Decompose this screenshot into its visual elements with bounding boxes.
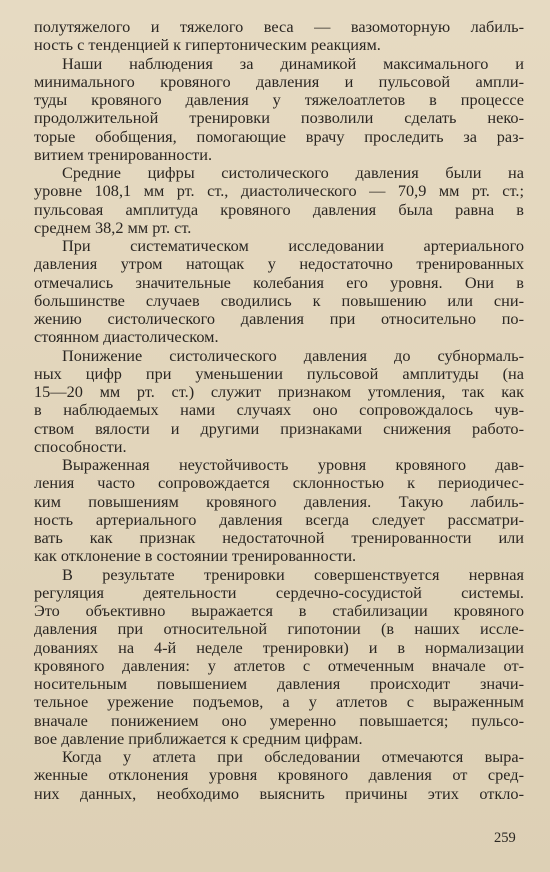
- text-line: тельное урежение подъемов, а у атлетов с выраженным: [34, 692, 524, 712]
- text-line: носительным повышением давления происходит значи‑: [34, 674, 524, 693]
- paragraph-3: [34, 164, 524, 237]
- text-line: ность артериального давления всегда следует рассматри‑: [34, 509, 524, 529]
- text-line: стоянном диастолическом.: [34, 327, 219, 347]
- text-line: отмечались значительные колебания его уровня. Они в: [34, 272, 524, 292]
- page-number: 259: [494, 830, 516, 846]
- text-line: ким повышениям кровяного давления. Такую лабиль‑: [34, 491, 524, 511]
- text-line: кровяного давления: у атлетов с отмеченным вначале от‑: [34, 655, 524, 675]
- paragraph-1: [34, 18, 524, 55]
- text-line: давления утром натощак у недостаточно тренированных: [34, 254, 524, 274]
- text-line: уровне 108,1 мм рт. ст., диастолического — 70,9 мм рт. ст.;: [34, 181, 524, 201]
- text-line: витием тренированности.: [34, 144, 213, 164]
- text-line: При систематическом исследовании артериального: [62, 236, 524, 255]
- paragraph-6: [34, 456, 524, 566]
- text-line: дованиях на 4-й неделе тренировки) и в нормализации: [34, 637, 524, 657]
- text-line: полутяжелого и тяжелого веса — вазомоторную лабиль‑: [34, 17, 524, 36]
- text-line: них данных, необходимо выяснить причины этих откло‑: [34, 783, 524, 803]
- text-line: вначале понижением оно умеренно повышается; пульсо‑: [34, 710, 524, 730]
- text-line: В результате тренировки совершенствуется нервная: [62, 564, 524, 584]
- paragraph-5: [34, 347, 524, 457]
- text-line: Средние цифры систолического давления были на: [62, 163, 524, 182]
- text-line: большинстве случаев сводились к повышению или сни‑: [34, 290, 524, 310]
- text-line: способности.: [34, 436, 127, 456]
- text-line: Это объективно выражается в стабилизации кровяного: [34, 601, 524, 620]
- text-line: среднем 38,2 мм рт. ст.: [34, 217, 192, 237]
- text-line: торые обобщения, помогающие врачу проследить за раз‑: [34, 126, 524, 146]
- text-line: 15—20 мм рт. ст.) служит признаком утомления, так как: [34, 382, 524, 401]
- text-line: ством вялости и другими признаками снижения работо‑: [34, 418, 524, 438]
- text-line: Наши наблюдения за динамикой максимального и: [62, 53, 524, 73]
- text-line: Когда у атлета при обследовании отмечаются выра‑: [62, 747, 524, 766]
- paragraph-8: [34, 748, 524, 803]
- text-line: как отклонение в состоянии тренированности.: [34, 546, 357, 566]
- paragraph-7: [34, 566, 524, 749]
- text-line: Выраженная неустойчивость уровня кровяного дав‑: [62, 455, 524, 474]
- text-line: ных цифр при уменьшении пульсовой амплитуды (на: [34, 363, 524, 383]
- text-line: женные отклонения уровня кровяного давления от сред‑: [34, 765, 524, 785]
- text-line: пульсовая амплитуда кровяного давления была равна в: [34, 199, 524, 219]
- text-line: минимального кровяного давления и пульсовой ампли‑: [34, 71, 524, 91]
- text-line: вать как признак недостаточной тренированности или: [34, 528, 524, 547]
- text-line: вое давление приближается к средним цифрам.: [34, 728, 363, 748]
- paragraph-2: [34, 55, 524, 165]
- text-line: ления часто сопровождается склонностью к периодичес‑: [34, 473, 524, 493]
- text-line: регуляция деятельности сердечно-сосудистой системы.: [34, 582, 524, 602]
- text-line: давления при относительной гипотонии (в наших иссле‑: [34, 619, 524, 639]
- text-line: Понижение систолического давления до субнормаль‑: [62, 345, 524, 365]
- paragraph-4: [34, 237, 524, 347]
- text-line: ность с тенденцией к гипертоническим реакциям.: [34, 35, 381, 55]
- text-line: жению систолического давления при относительно по‑: [34, 309, 524, 328]
- text-line: туды кровяного давления у тяжелоатлетов в процессе: [34, 90, 524, 109]
- text-line: продолжительной тренировки позволили сделать неко‑: [34, 108, 524, 128]
- text-line: в наблюдаемых нами случаях оно сопровождалось чув‑: [34, 400, 524, 420]
